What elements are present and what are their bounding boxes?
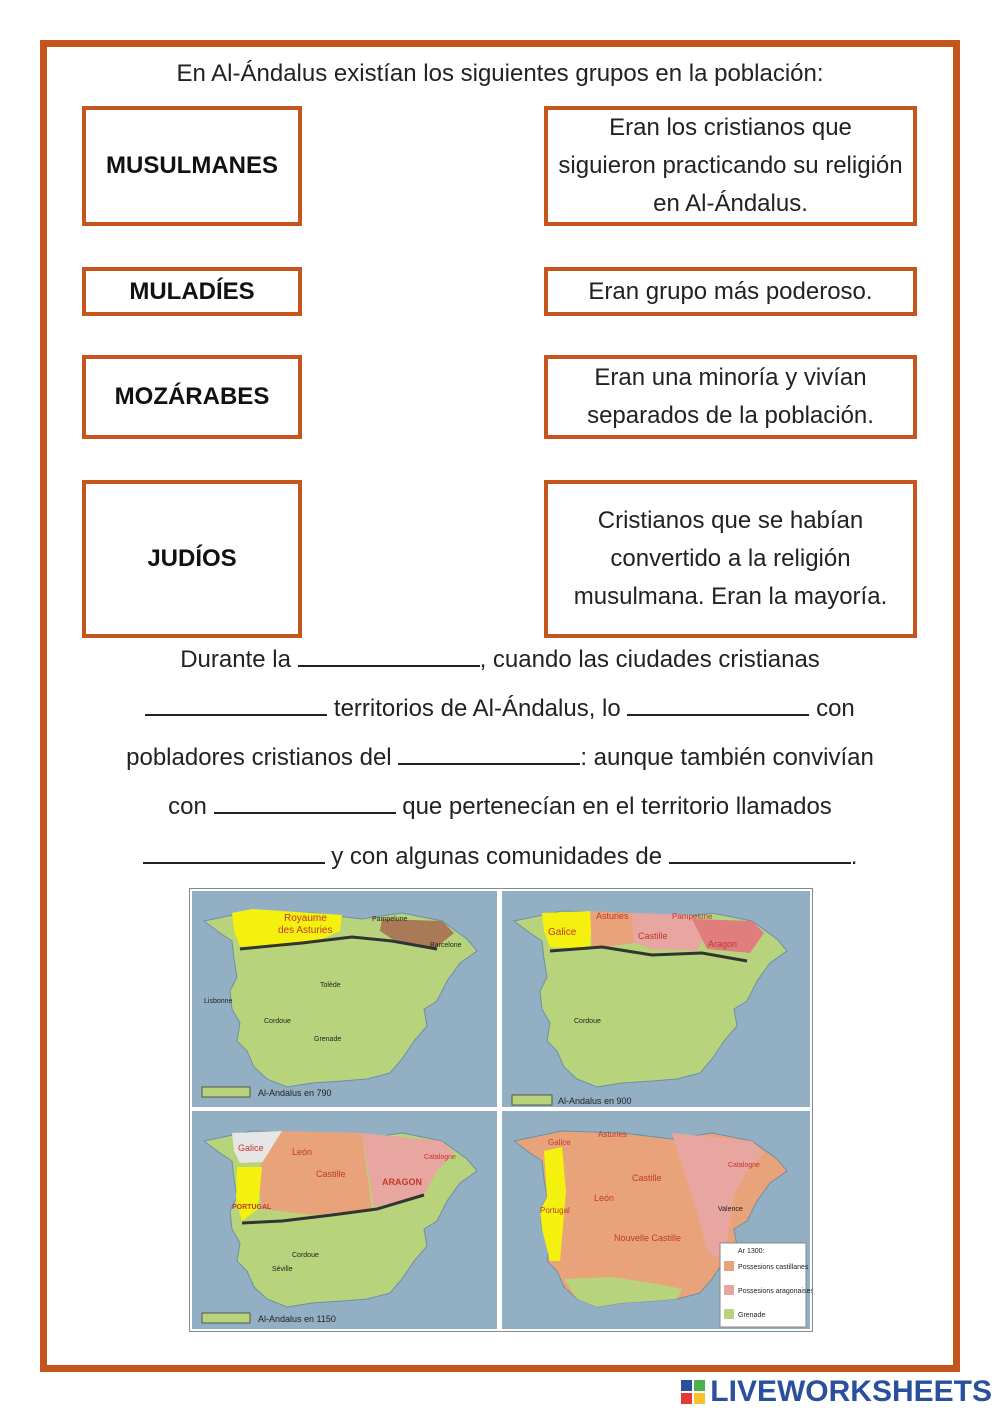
paragraph-text: que pertenecían en el territorio llamados [402, 793, 832, 820]
map-label: PORTUGAL [232, 1204, 272, 1211]
map-label: Cordoue [292, 1252, 319, 1259]
liveworksheets-logo-icon [680, 1379, 706, 1405]
paragraph-text: Durante la [180, 646, 291, 673]
intro-text: En Al-Ándalus existían los siguientes grupos en la población: [176, 60, 824, 87]
brand-text: LIVEWORKSHEETS [710, 1375, 992, 1408]
map-label: Galice [548, 1138, 571, 1147]
map-label: Nouvelle Castille [614, 1233, 682, 1243]
blank-input-5[interactable] [214, 790, 396, 814]
term-label: MUSULMANES [106, 152, 278, 179]
blank-input-6[interactable] [143, 840, 325, 864]
definition-text: Cristianos que se habían convertido a la religión musulmana. Eran la mayoría. [573, 507, 888, 610]
paragraph-text: . [850, 843, 858, 870]
paragraph-text: y con algunas comunidades de [331, 843, 663, 870]
map-label: Aragon [708, 939, 738, 949]
map-label: Castille [632, 1173, 662, 1183]
historical-maps-figure [189, 888, 813, 1332]
blank-input-2[interactable] [145, 692, 327, 716]
map-label: Lisbonne [204, 998, 233, 1005]
map-label: Séville [272, 1266, 293, 1273]
term-box-musulmanes[interactable] [82, 106, 302, 226]
map-label: Cordoue [574, 1018, 601, 1025]
map-label: Galice [238, 1143, 264, 1153]
term-label: JUDÍOS [147, 545, 237, 572]
map-label: Barcelone [430, 942, 462, 949]
definition-box-3[interactable] [544, 355, 917, 439]
paragraph-text: pobladores cristianos del [126, 744, 392, 771]
paragraph-line-1 [60, 643, 940, 674]
paragraph-text: territorios de Al-Ándalus, lo [333, 695, 621, 722]
map-label: León [594, 1193, 615, 1203]
map-legend: Al-Andalus en 900 [558, 1096, 632, 1106]
map-790 [192, 891, 497, 1107]
definition-box-2[interactable] [544, 267, 917, 316]
paragraph-line-5 [60, 840, 940, 871]
term-box-muladies[interactable] [82, 267, 302, 316]
paragraph-line-4 [60, 790, 940, 821]
blank-input-7[interactable] [669, 840, 851, 864]
paragraph-line-2 [60, 692, 940, 723]
paragraph-text: con [816, 695, 855, 722]
paragraph-text: : aunque también convivían [580, 744, 874, 771]
definition-text: Eran los cristianos que siguieron practicando su religión en Al-Ándalus. [558, 114, 903, 217]
liveworksheets-logo [680, 1375, 992, 1409]
map-label: Portugal [540, 1206, 570, 1215]
term-box-mozarabes[interactable] [82, 355, 302, 439]
map-label: Royaume [284, 913, 327, 924]
map-label: Valence [718, 1206, 743, 1213]
map-legend: Ar 1300: [738, 1248, 765, 1255]
map-1300 [502, 1111, 812, 1329]
definition-text: Eran una minoría y vivían separados de la población. [587, 364, 874, 429]
map-legend: Al-Andalus en 1150 [258, 1314, 336, 1324]
definition-text: Eran grupo más poderoso. [588, 277, 873, 305]
map-label: Castille [316, 1169, 346, 1179]
map-label: Pampelune [672, 912, 713, 921]
map-legend: Possesions castillanes [738, 1264, 809, 1271]
definition-box-4[interactable] [544, 480, 917, 638]
map-1150 [192, 1111, 497, 1329]
maps-svg [190, 889, 812, 1331]
map-legend: Al-Andalus en 790 [258, 1088, 332, 1098]
blank-input-1[interactable] [298, 643, 480, 667]
map-label: León [292, 1147, 313, 1157]
paragraph-line-3 [60, 741, 940, 772]
map-label: Catalogne [728, 1162, 760, 1169]
map-label: Grenade [314, 1036, 342, 1043]
map-label: Pampelune [372, 916, 408, 923]
map-label: Castille [638, 931, 668, 941]
blank-input-4[interactable] [398, 741, 580, 765]
map-label: Cordoue [264, 1018, 291, 1025]
map-label: Catalogne [424, 1154, 456, 1161]
term-label: MOZÁRABES [114, 383, 270, 410]
map-label: Tolède [320, 982, 341, 989]
definition-box-1[interactable] [544, 106, 917, 226]
term-label: MULADÍES [129, 277, 255, 305]
map-label: Asturies [596, 911, 629, 921]
paragraph-text: con [168, 793, 207, 820]
map-legend: Grenade [738, 1312, 766, 1319]
map-900 [502, 891, 810, 1107]
map-label: Galice [548, 927, 577, 938]
term-box-judios[interactable] [82, 480, 302, 638]
map-legend: Possesions aragonaises [738, 1288, 812, 1295]
map-label: ARAGON [382, 1177, 422, 1187]
paragraph-text: , cuando las ciudades cristianas [479, 646, 820, 673]
map-label: des Asturies [278, 925, 333, 936]
blank-input-3[interactable] [627, 692, 809, 716]
map-label: Asturies [598, 1130, 627, 1139]
